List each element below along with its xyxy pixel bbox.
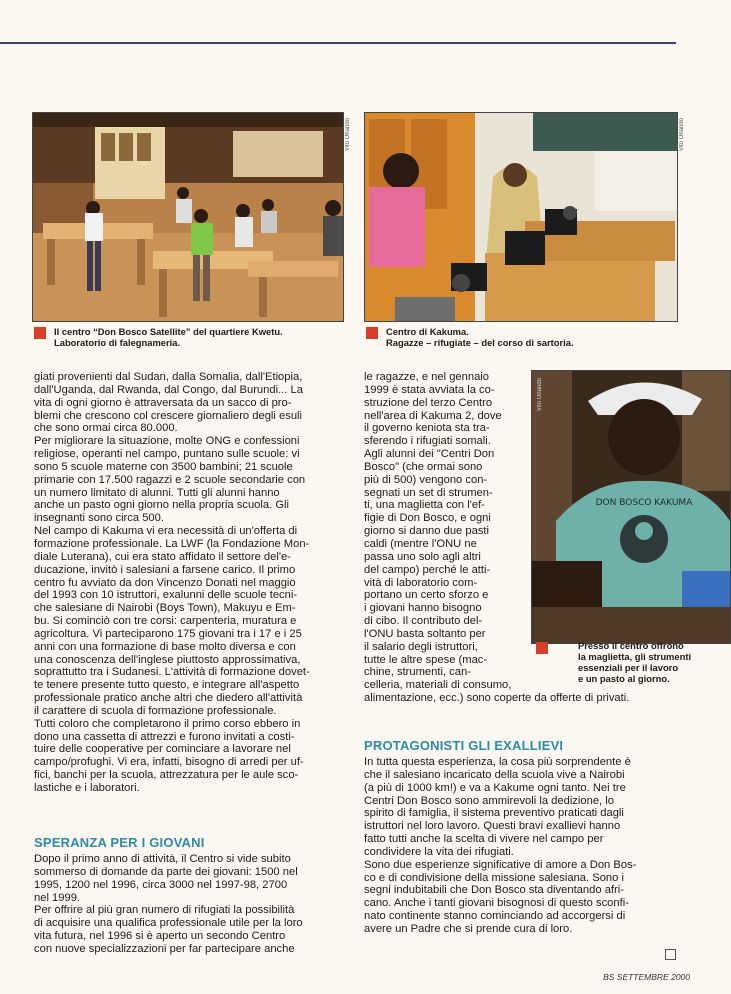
caption-line: e un pasto al giorno.	[578, 673, 670, 684]
photo-tailoring-class	[364, 112, 678, 322]
body-line: figie di Don Bosco, e ogni	[364, 512, 491, 525]
body-line: fatto tutti anche la scelta di vivere nel campo per	[364, 833, 604, 846]
body-line: Nel campo di Kakuma vi era necessità di un'offerta di	[34, 525, 298, 538]
body-line: portano un certo sforzo e	[364, 589, 489, 602]
body-line: Agli alunni dei "Centri Don	[364, 448, 495, 461]
body-line: il carattere di scuola di formazione professionale.	[34, 704, 277, 717]
body-line: dall'Uganda, dal Rwanda, dal Congo, dal Burundi... La	[34, 383, 303, 396]
body-line: 1999 è stata avviata la co-	[364, 383, 495, 396]
body-line: spirito di famiglia, il sistema preventivo praticati dagli	[364, 807, 624, 820]
header-rule	[0, 42, 676, 44]
body-line: 1995, 1200 nel 1996, circa 3000 nel 1997-98, 2700	[34, 878, 288, 891]
body-line: Centri Don Bosco sono ammirevoli la dedizione, lo	[364, 794, 614, 807]
body-line: segnati un set di strumen-	[364, 486, 493, 499]
left-column-text-2	[34, 853, 350, 956]
body-line: primarie con 17.500 ragazzi e 2 scuole secondarie con	[34, 473, 306, 486]
photo-credit: Vito Orlando	[345, 118, 351, 152]
body-line: Bosco" (che ormai sono	[364, 460, 483, 473]
photo-caption	[366, 326, 686, 350]
body-line: di acquisire una qualifica professionale utile per la loro	[34, 917, 303, 930]
body-line: In tutta questa esperienza, la cosa più sorprendente è	[364, 756, 631, 768]
tshirt-lettering: DON BOSCO KAKUMA	[595, 498, 693, 508]
photo-student-tshirt	[531, 370, 731, 644]
body-line: chine, strumenti, can-	[364, 666, 471, 679]
body-line: bu. Si cominciò con tre corsi: carpenteria, muratura e	[34, 615, 297, 628]
caption-line: essenziali per il lavoro	[578, 662, 679, 673]
caption-marker	[366, 327, 378, 339]
caption-line: Centro di Kakuma.	[386, 326, 469, 337]
body-line: Dopo il primo anno di attività, il Centro si vide subito	[34, 853, 291, 865]
body-line: l'ONU basta soltanto per	[364, 627, 486, 640]
body-line: nato continente stanno cominciando ad accorgersi di	[364, 910, 626, 923]
photo-caption	[556, 640, 726, 688]
carpentry-scene-image	[33, 113, 343, 321]
section-heading: PROTAGONISTI GLI EXALLIEVI	[364, 738, 564, 753]
caption-marker	[536, 642, 548, 654]
body-line: istruttori nel loro lavoro. Questi bravi exallievi hanno	[364, 820, 621, 833]
body-line: una conoscenza dell'inglese piuttosto approssimativa,	[34, 653, 301, 666]
body-line: (a più di 1000 km!) e va a Kakume ogni tanto. Nei tre	[364, 781, 626, 794]
body-line: segni indubitabili che Don Bosco sta diventando afri-	[364, 884, 624, 897]
body-line: sferendo i rifugiati somali.	[364, 435, 491, 448]
tailoring-scene-image	[365, 113, 677, 321]
body-line: ti, una maglietta con l'ef-	[364, 499, 485, 512]
body-line: soprattutto tra i Sudanesi. L'attività di formazione dovet-	[34, 666, 310, 679]
body-line: anni con una formazione di base molto diversa e con	[34, 640, 296, 653]
left-column-text	[34, 371, 350, 795]
body-line: struzione del terzo Centro	[364, 396, 493, 409]
end-of-article-marker	[665, 949, 676, 960]
body-line: giorno si danno due pasti	[364, 525, 490, 538]
body-line: i giovani hanno bisogno	[364, 602, 482, 615]
body-line: le ragazze, e nel gennaio	[364, 371, 490, 383]
body-line: che salesiane di Nairobi (Boys Town), Makuyu e Em-	[34, 602, 296, 615]
caption-line: Laboratorio di falegnameria.	[54, 337, 181, 348]
body-line: tutte le altre spese (mac-	[364, 653, 488, 666]
body-line: cano. Anche i tanti giovani bisognosi di questo sconfi-	[364, 897, 629, 910]
body-line: formazione professionale. La LWF (la Fondazione Mon-	[34, 537, 310, 550]
caption-line: Ragazze – rifugiate – del corso di sartoria.	[386, 337, 574, 348]
caption-line: Presso il centro offrono	[578, 640, 684, 651]
body-line: agricoltura. Vi parteciparono 175 giovani tra i 17 e i 25	[34, 627, 302, 640]
body-line: co e di condivisione della missione salesiana. Sono i	[364, 871, 624, 884]
body-line: un numero limitato di alunni. Tutti gli alunni hanno	[34, 486, 280, 499]
body-line: vita futura, nel 1996 si è aperto un secondo Centro	[34, 930, 286, 943]
page-footer: BS SETTEMBRE 2000	[603, 972, 690, 982]
body-line: Sono due esperienze significative di amore a Don Bos-	[364, 858, 637, 871]
body-line: Per migliorare la situazione, molte ONG e confessioni	[34, 435, 300, 448]
body-line: avere un Padre che si prende cura di loro.	[364, 922, 573, 935]
body-line: Tutti coloro che completarono il primo corso ebbero in	[34, 717, 301, 730]
body-line: di cibo. Il contributo del-	[364, 615, 483, 628]
body-line: vita di ogni giorno è attraversata da un sacco di pro-	[34, 396, 292, 409]
body-line: caldi (mentre l'ONU ne	[364, 537, 477, 550]
body-line: dono una cassetta di attrezzi e furono invitati a costi-	[34, 730, 295, 743]
body-line: fici, banchi per la scuola, attrezzatura per le aule sco-	[34, 769, 299, 782]
body-line: il salario degli istruttori,	[364, 640, 478, 653]
body-line: te tenere presente tutto questo, e integrare all'aspetto	[34, 679, 300, 692]
photo-credit: Vito Orlando	[537, 378, 543, 412]
body-line: celleria, materiali di consumo,	[364, 679, 512, 692]
body-line: più di 500) vengono con-	[364, 473, 488, 486]
caption-line: Il centro “Don Bosco Satellite” del quartiere Kwetu.	[54, 326, 283, 337]
body-line: del 1993 con 10 istruttori, exalunni delle scuole tecni-	[34, 589, 298, 602]
body-line: del campo) perché le atti-	[364, 563, 491, 576]
body-line: professionale pratico anche altri che diedero all'attività	[34, 692, 303, 705]
body-line: vità di laboratorio com-	[364, 576, 478, 589]
body-line: blemi che crescono col crescere giornaliero degli esuli	[34, 409, 303, 422]
body-line: che sono ormai circa 80.000.	[34, 422, 178, 435]
body-line: anche un pasto ogni giorno nella propria scuola. Gli	[34, 499, 289, 512]
body-line: giati provenienti dal Sudan, dalla Somalia, dall'Etiopia,	[34, 371, 303, 383]
body-line: Per offrire al più gran numero di rifugiati la possibilità	[34, 904, 295, 917]
photo-credit: Vito Orlando	[679, 118, 685, 152]
body-line: con nuove specializzazioni per far partecipare anche	[34, 942, 295, 955]
body-line: ducazione, invitò i salesiani a farsene carico. Il primo	[34, 563, 296, 576]
body-line: insegnanti sono circa 500.	[34, 512, 164, 525]
body-line: tuire delle cooperative per cominciare a lavorare nel	[34, 743, 291, 756]
body-line: sommerso di domande da parte dei giovani: 1500 nel	[34, 865, 298, 878]
body-line: alimentazione, ecc.) sono coperte da offerte di privati.	[364, 692, 630, 705]
body-line: religiose, operanti nel campo, puntano sulle scuole: vi	[34, 448, 300, 461]
body-line: centro fu avviato da don Vincenzo Donati nel maggio	[34, 576, 296, 589]
body-line: campo/profughi. Vi era, infatti, bisogno di arredi per uf-	[34, 756, 304, 769]
photo-carpentry-workshop	[32, 112, 344, 322]
body-line: il governo keniota sta tra-	[364, 422, 490, 435]
photo-caption	[34, 326, 354, 350]
right-column-text-2	[364, 756, 680, 936]
body-line: che il salesiano incaricato della scuola vive a Nairobi	[364, 768, 625, 781]
section-heading: SPERANZA PER I GIOVANI	[34, 835, 205, 850]
body-line: lastiche e i laboratori.	[34, 782, 140, 794]
body-line: passa uno solo agli altri	[364, 550, 481, 563]
caption-line: la maglietta, gli strumenti	[578, 651, 692, 662]
body-line: nel 1999.	[34, 891, 81, 904]
body-line: nell'area di Kakuma 2, dove	[364, 409, 502, 422]
body-line: condividere la vita dei rifugiati.	[364, 845, 514, 858]
body-line: diale Luterana), cui era stato affidato il settore del'e-	[34, 550, 291, 563]
body-line: sono 5 scuole materne con 3500 bambini; 21 scuole	[34, 460, 293, 473]
caption-marker	[34, 327, 46, 339]
student-portrait-image	[532, 371, 730, 643]
